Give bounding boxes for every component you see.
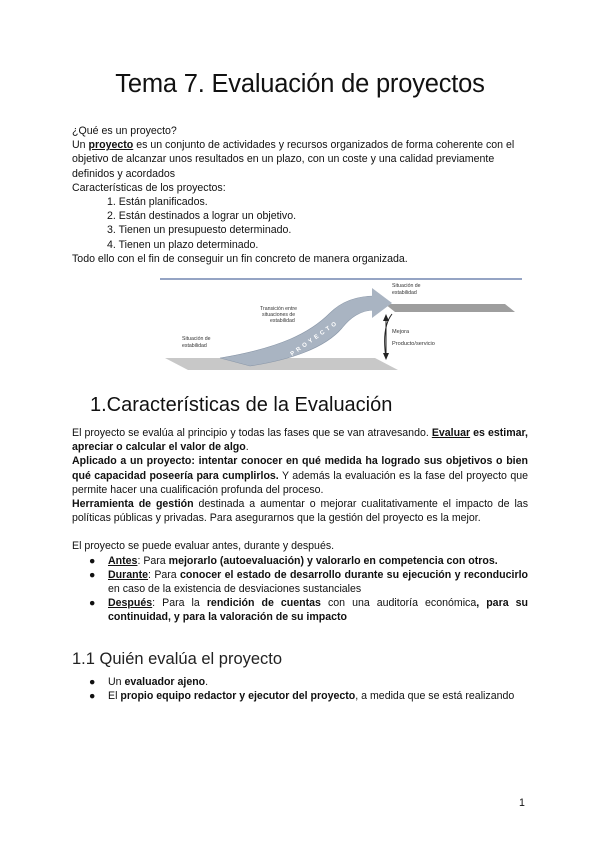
list-item [72, 568, 528, 596]
page-number: 1 [519, 797, 525, 809]
left-label-1: Situación de [182, 336, 211, 342]
section2-heading: 1.1 Quién evalúa el proyecto [72, 650, 283, 668]
arrow-text: PROYECTO [289, 319, 341, 358]
intro-closing: Todo ello con el fin de conseguir un fin concreto de manera organizada. [72, 252, 408, 265]
p2-bold: Aplicado a un proyecto: intentar conocer en qué medida ha logrado sus objetivos o bien qué capacidad poseería para cumplirlos. [72, 455, 528, 482]
top-label-1: Situación de [392, 283, 421, 289]
mejora-label: Mejora [392, 329, 410, 335]
project-definition [72, 138, 528, 181]
section1-heading: 1.Características de la Evaluación [90, 394, 393, 416]
bullet-bold: mejorarlo (autoevaluación) y valorarlo en competencia con otros. [168, 554, 498, 567]
bullet-sep: : Para [137, 554, 169, 567]
list-item [72, 554, 528, 568]
bullet-icon: ● [89, 568, 96, 581]
evaluation-timing-list [72, 554, 528, 625]
list-item: 3. Tienen un presupuesto determinado. [107, 224, 292, 237]
evaluator-list [72, 675, 528, 703]
intro-question: ¿Qué es un proyecto? [72, 125, 177, 137]
p1-dot: . [245, 441, 249, 454]
left-label-2: estabilidad [182, 343, 207, 349]
section1-body [72, 426, 528, 625]
page-title: Tema 7. Evaluación de proyectos [115, 70, 485, 98]
bullet-sep: : Para la [152, 597, 207, 610]
bullet-sep: : Para [148, 568, 181, 581]
transition-label-2: situaciones de [262, 312, 296, 318]
characteristics-list [72, 195, 528, 252]
transition-label-3: estabilidad [270, 318, 295, 324]
p2-rest: Y además la evaluación es la fase del proyecto que permite hacer una cualificación profunda del proceso. [72, 469, 528, 496]
bullet-post: . [205, 676, 209, 688]
improvement-arrow-down [383, 353, 389, 360]
bullet-pre: Un [108, 676, 125, 688]
section1-paragraph3 [72, 497, 528, 525]
bullet-term: Antes [108, 554, 138, 567]
arrow-head [372, 288, 392, 318]
bullet-pre: El [108, 690, 121, 703]
bullet-icon: ● [89, 690, 96, 703]
producto-label: Producto/servicio [392, 341, 435, 347]
bullet-bold2: , para su continuidad, y para la valoración de su impacto [108, 597, 528, 624]
p3-bold: Herramienta de gestión [72, 498, 194, 511]
list-item: 1. Están planificados. [107, 196, 208, 209]
bullet-post: , a medida que se está realizando [355, 690, 515, 703]
bullet-icon: ● [89, 554, 96, 567]
p3-rest: destinada a aumentar o mejorar cualitativamente el impacto de las políticas públicas y privadas. Para asegurarnos que la gestión del proyecto es la mejor. [72, 498, 528, 525]
bullet-icon: ● [89, 597, 96, 610]
section1-paragraph4: El proyecto se puede evaluar antes, durante y después. [72, 540, 335, 553]
section1-paragraph2 [72, 454, 528, 497]
def-term: proyecto [88, 139, 134, 152]
list-item [72, 596, 528, 624]
bullet-bold: conocer el estado de desarrollo durante su ejecución y reconducirlo [180, 568, 528, 581]
improvement-arrow-up [383, 314, 389, 321]
section1-paragraph1 [72, 426, 528, 454]
bullet-icon: ● [89, 676, 96, 688]
list-item [72, 675, 528, 689]
bullet-term: Durante [108, 568, 149, 581]
project-transition-diagram [160, 278, 522, 378]
bullet-rest: en caso de la existencia de desviaciones sustanciales [108, 583, 362, 596]
characteristics-heading: Características de los proyectos: [72, 181, 226, 194]
def-rest: es un conjunto de actividades y recursos organizados de forma coherente con el objetivo de alcanzar unos resultados en un plazo, con un coste y una calidad previamente definidos y acordados [72, 139, 515, 180]
p1-end: es estimar, apreciar o calcular el valor de algo [72, 427, 528, 454]
list-item [72, 689, 528, 703]
list-item: 4. Tienen un plazo determinado. [107, 238, 259, 251]
list-item: 2. Están destinados a lograr un objetivo. [107, 210, 297, 223]
def-start: Un [72, 139, 89, 152]
bullet-bold: evaluador ajeno [124, 676, 206, 688]
transition-label-1: Transición entre [260, 306, 298, 312]
project-arrow [220, 296, 375, 366]
bullet-bold: propio equipo redactor y ejecutor del proyecto [120, 690, 356, 703]
section2-body [72, 675, 528, 703]
p1-term: Evaluar [431, 427, 471, 439]
intro-section [72, 124, 528, 266]
bullet-term: Después [108, 597, 153, 610]
bullet-rest: con una auditoría económica [320, 597, 477, 610]
p1-start: El proyecto se evalúa al principio y todas las fases que se van atravesando. [72, 427, 432, 439]
top-label-2: estabilidad [392, 290, 417, 296]
bullet-bold: rendición de cuentas [206, 597, 321, 610]
upper-platform [385, 304, 515, 312]
